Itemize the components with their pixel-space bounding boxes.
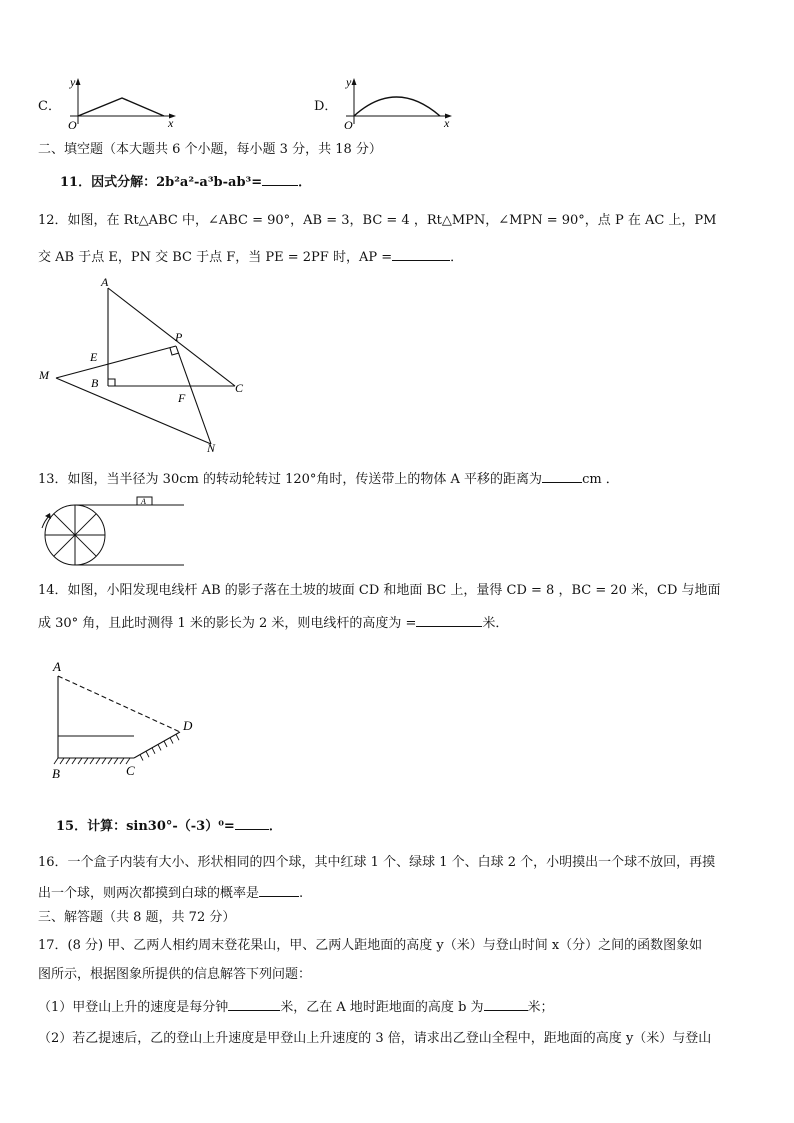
option-d-y-label: y — [346, 75, 352, 89]
option-c-x-label: x — [168, 116, 174, 130]
question-13-figure — [34, 492, 190, 570]
question-13-answer-blank[interactable] — [542, 470, 582, 483]
fig12-label-a: A — [101, 275, 109, 289]
question-11-answer-blank[interactable] — [262, 173, 298, 186]
option-c-graph — [60, 74, 180, 132]
option-c-y-label: y — [70, 75, 76, 89]
fig12-label-b: B — [91, 376, 99, 390]
question-12-figure — [34, 272, 264, 458]
option-d-graph — [336, 74, 456, 132]
option-c-curve — [78, 98, 164, 116]
fig12-label-c: C — [235, 381, 244, 395]
option-d-origin-label: O — [344, 118, 353, 132]
object-a-label: A — [141, 497, 146, 506]
fig12-label-p: P — [175, 330, 183, 344]
question-17-speed-blank[interactable] — [228, 998, 280, 1011]
question-15-answer-blank[interactable] — [235, 817, 269, 830]
question-14-figure — [46, 654, 206, 784]
question-12-line-2: 交 AB 于点 E，PN 交 BC 于点 F，当 PE = 2PF 时，AP = ． — [38, 250, 464, 265]
question-14-line-2: 成 30° 角，且此时测得 1 米的影长为 2 米，则电线杆的高度为 = 米． — [38, 616, 509, 631]
question-15: 15．计算：sin30°-（-3）⁰= ． — [56, 819, 282, 834]
question-12-line-1: 12．如图，在 Rt△ABC 中，∠ABC = 90°，AB = 3，BC = 4 ，Rt△MPN，∠MPN = 90°，点 P 在 AC 上，PM — [38, 213, 717, 228]
section-2-heading: 二、填空题（本大题共 6 个小题，每小题 3 分，共 18 分） — [38, 142, 382, 157]
question-17-part-2: （2）若乙提速后，乙的登山上升速度是甲登山上升速度的 3 倍，请求出乙登山全程中，距地面的高度 y（米）与登山 — [38, 1031, 712, 1046]
question-13: 13．如图，当半径为 30cm 的转动轮转过 120°角时，传送带上的物体 A 平移的距离为 cm ． — [38, 472, 619, 487]
fig12-label-m: M — [39, 368, 49, 382]
question-14-line-1: 14．如图，小阳发现电线杆 AB 的影子落在土坡的坡面 CD 和地面 BC 上，量得 CD = 8 ，BC = 20 米，CD 与地面 — [38, 583, 721, 598]
option-d-label: D． — [314, 99, 338, 114]
question-17-part-1: （1）甲登山上升的速度是每分钟 米，乙在 A 地时距地面的高度 b 为 米； — [38, 1000, 554, 1015]
question-11-text: 11．因式分解：2b²a²-a³b-ab³= — [60, 175, 263, 190]
fig14-label-a: A — [53, 659, 61, 674]
fig14-label-d: D — [183, 718, 193, 733]
question-16-line-2: 出一个球，则两次都摸到白球的概率是 . — [38, 886, 304, 901]
question-17-height-blank[interactable] — [484, 998, 528, 1011]
question-16-line-1: 16．一个盒子内装有大小、形状相同的四个球，其中红球 1 个、绿球 1 个、白球 2 个，小明摸出一个球不放回，再摸 — [38, 855, 716, 870]
question-14-answer-blank[interactable] — [416, 614, 482, 627]
question-17-line-1: 17．(8 分) 甲、乙两人相约周末登花果山，甲、乙两人距地面的高度 y（米）与登山时间 x（分）之间的函数图象如 — [38, 938, 703, 953]
option-c-label: C． — [38, 99, 61, 114]
question-17-line-2: 图所示，根据图象所提供的信息解答下列问题： — [38, 967, 312, 982]
option-d-x-label: x — [444, 116, 450, 130]
fig12-label-f: F — [178, 391, 186, 405]
option-c-origin-label: O — [68, 118, 77, 132]
fig14-label-b: B — [52, 766, 60, 781]
option-d-curve — [354, 97, 440, 116]
question-11: 11．因式分解：2b²a²-a³b-ab³= ． — [60, 175, 312, 190]
fig14-label-c: C — [126, 763, 135, 778]
fig12-label-e: E — [90, 350, 98, 364]
question-16-answer-blank[interactable] — [259, 884, 299, 897]
question-12-answer-blank[interactable] — [392, 248, 450, 261]
fig12-label-n: N — [207, 441, 216, 455]
section-3-heading: 三、解答题（共 8 题，共 72 分） — [38, 910, 236, 925]
